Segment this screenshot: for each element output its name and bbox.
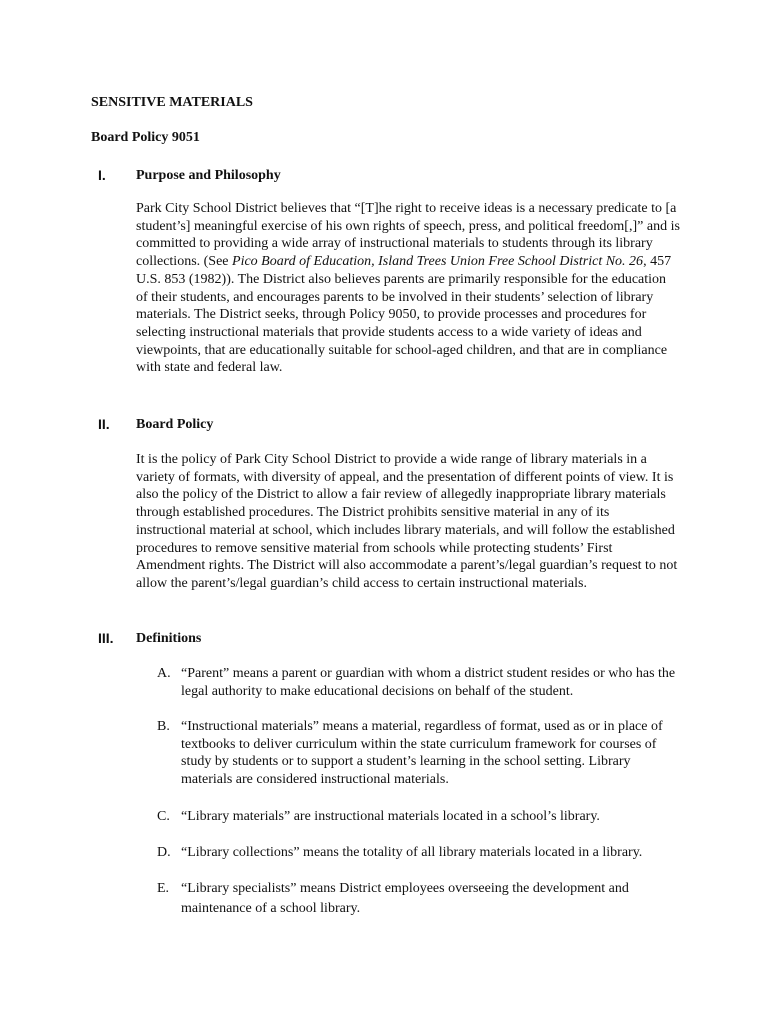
section-1-heading: Purpose and Philosophy [136,168,281,183]
section-1-text-part1: Park City School District believes that “[T]he right to receive ideas is a necessary predicate to [a student’s] meaningful exercise of his own rights of speech, press, and political freedom[,]” and is committed to providing a wide array of instructional materials to students through its library collections. (See [136,201,680,270]
section-2-heading: Board Policy [136,417,214,432]
case-citation: Pico Board of Education, Island Trees Union Free School District No. 26 [232,254,644,270]
definition-a-letter: A. [157,666,171,681]
document-title: SENSITIVE MATERIALS [91,95,253,110]
section-1-text-part2: , 457 U.S. 853 (1982)). The District also believes parents are primarily responsible for the education of their students, and encourages parents to be involved in their students’ selection of library materials. The District seeks, through Policy 9050, to provide processes and procedures for selecting instructional materials that provide students access to a wide variety of ideas and viewpoints, that are educationally suitable for school-aged children, and that are in compliance with state and federal law. [136,254,672,376]
section-3-heading: Definitions [136,631,202,646]
section-3-numeral: III. [98,630,114,646]
definition-c-letter: C. [157,809,170,824]
definition-a-text: “Parent” means a parent or guardian with whom a district student resides or who has the legal authority to make educational decisions on behalf of the student. [181,666,676,699]
definition-b-text: “Instructional materials” means a material, regardless of format, used as or in place of textbooks to deliver curriculum within the state curriculum framework for courses of study by students or to support a student’s learning in the school setting. Library materials are considered instructional materials. [181,719,663,788]
definition-d-letter: D. [157,845,171,860]
definition-e-letter: E. [157,881,170,896]
section-2-numeral: II. [98,416,110,432]
section-1-paragraph [136,200,680,377]
definition-e-text: “Library specialists” means District employees overseeing the development and maintenance of a school library. [181,881,629,916]
policy-number: Board Policy 9051 [91,130,200,145]
definition-d-text: “Library collections” means the totality of all library materials located in a library. [181,845,643,860]
definition-c-text: “Library materials” are instructional materials located in a school’s library. [181,809,600,824]
section-1-numeral: I. [98,167,106,183]
definition-b-letter: B. [157,719,170,734]
section-2-paragraph: It is the policy of Park City School District to provide a wide range of library materials in a variety of formats, with diversity of appeal, and the presentation of different points of view. It is also the policy of the District to allow a fair review of allegedly inappropriate library materials through established procedures. The District prohibits sensitive material in any of its instructional material at school, which includes library materials, and will follow the established procedures to remove sensitive material from schools while protecting students’ First Amendment rights. The District will also accommodate a parent’s/legal guardian’s request to not allow the parent’s/legal guardian’s child access to certain instructional materials. [136,452,678,591]
